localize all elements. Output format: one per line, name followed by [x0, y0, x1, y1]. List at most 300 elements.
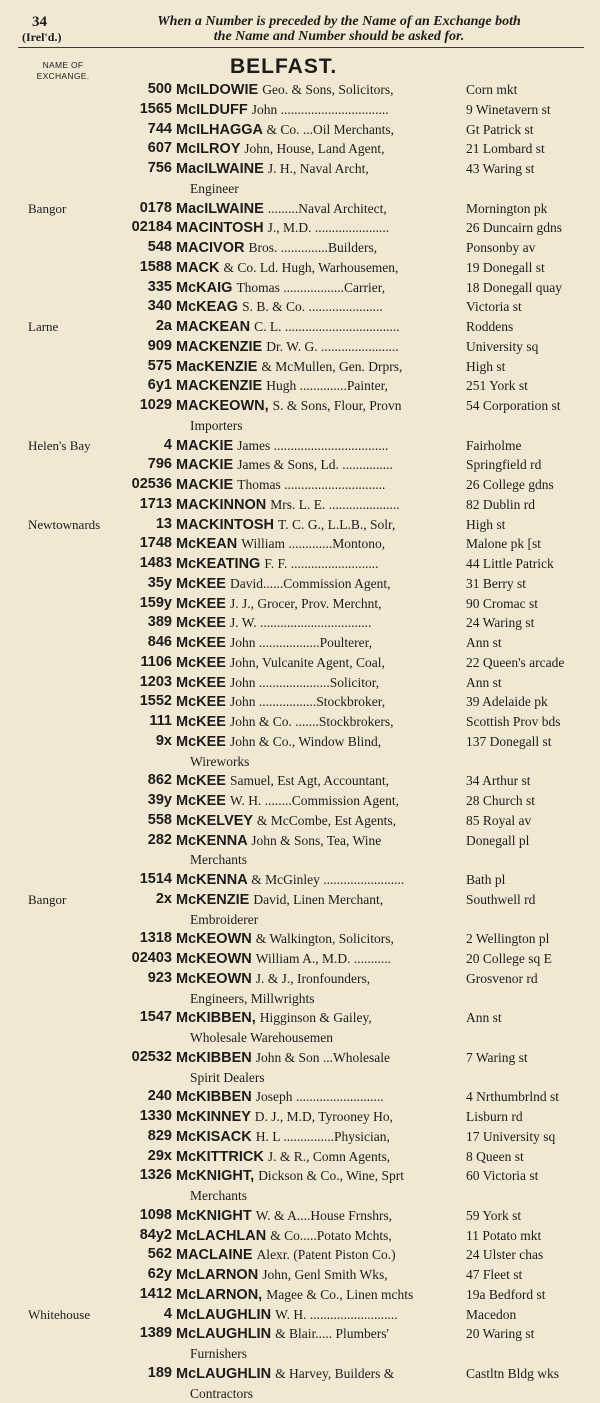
- entry-continuation-line: [0, 1186, 600, 1206]
- entry-detail: S. B. & Co. ......................: [242, 299, 383, 314]
- entry-continuation-line: [0, 1384, 600, 1403]
- entry-number: 340: [88, 297, 172, 316]
- entry-name: McLARNON,: [176, 1287, 262, 1303]
- entry-subscriber: [176, 238, 377, 258]
- directory-entry: [0, 1048, 600, 1068]
- entry-subscriber: [176, 811, 396, 831]
- entry-address: 60 Victoria st: [466, 1166, 538, 1185]
- entry-name: MACK: [176, 260, 220, 276]
- entry-name: McKEE: [176, 615, 226, 631]
- entry-name: MACKIE: [176, 438, 233, 454]
- entry-subscriber: [176, 376, 388, 396]
- entry-number: 02403: [88, 949, 172, 968]
- entry-number: 02184: [88, 218, 172, 237]
- entry-address: University sq: [466, 337, 538, 356]
- entry-detail: Magee & Co., Linen mchts: [266, 1287, 413, 1302]
- entry-detail: John ................................: [252, 102, 389, 117]
- directory-entry: [0, 495, 600, 515]
- directory-entry: [0, 633, 600, 653]
- entry-exchange: Helen's Bay: [28, 437, 91, 455]
- entry-name: McKEE: [176, 694, 226, 710]
- entry-detail: & Co.....Potato Mchts,: [270, 1228, 392, 1243]
- entry-name: McKEAN: [176, 536, 237, 552]
- entry-address: Grosvenor rd: [466, 969, 538, 988]
- entry-subscriber: [176, 594, 382, 614]
- entry-name: McLAUGHLIN: [176, 1326, 271, 1342]
- entry-detail: J. H., Naval Archt,: [268, 161, 369, 176]
- directory-entry: [0, 278, 600, 298]
- entry-number: 6y1: [88, 376, 172, 395]
- directory-entry: [0, 1226, 600, 1246]
- entry-number: 4: [88, 436, 172, 455]
- entry-address: 26 College gdns: [466, 475, 554, 494]
- entry-name: McILROY: [176, 141, 240, 157]
- notice-line-1: When a Number is preceded by the Name of an Exchange both: [86, 14, 592, 29]
- entry-number: 84y2: [88, 1226, 172, 1245]
- directory-entry: [0, 969, 600, 989]
- entry-address: Gt Patrick st: [466, 120, 534, 139]
- entry-name: McKINNEY: [176, 1109, 251, 1125]
- entry-number: 62y: [88, 1265, 172, 1284]
- directory-entry: [0, 1107, 600, 1127]
- entry-number: 548: [88, 238, 172, 257]
- page-header-left: [22, 14, 82, 44]
- directory-entry: [0, 1127, 600, 1147]
- entry-name: MACIVOR: [176, 240, 244, 256]
- entry-name: McKENNA: [176, 872, 247, 888]
- entry-address: 43 Waring st: [466, 159, 534, 178]
- entry-address: 22 Queen's arcade: [466, 653, 564, 672]
- entry-address: Ann st: [466, 633, 502, 652]
- entry-name: MACKENZIE: [176, 378, 262, 394]
- entry-detail: J. & R., Comn Agents,: [268, 1149, 390, 1164]
- directory-entry: [0, 949, 600, 969]
- entry-address: Scottish Prov bds: [466, 712, 561, 731]
- entry-address: 59 York st: [466, 1206, 521, 1225]
- entry-address: Mornington pk: [466, 199, 547, 218]
- entry-number: 1588: [88, 258, 172, 277]
- entry-name: McKEOWN: [176, 951, 252, 967]
- entry-subscriber: [176, 1285, 413, 1305]
- exchange-heading-line-1: NAME OF: [28, 60, 98, 71]
- entry-detail: John ..................Poulterer,: [230, 635, 372, 650]
- entry-address: 28 Church st: [466, 791, 535, 810]
- directory-entry: [0, 357, 600, 377]
- entry-subscriber: [176, 1166, 404, 1186]
- entry-number: 4: [88, 1305, 172, 1324]
- entry-detail: & McMullen, Gen. Drprs,: [261, 359, 402, 374]
- entry-address: 17 University sq: [466, 1127, 555, 1146]
- entry-detail: J. W. .................................: [230, 615, 371, 630]
- entry-detail: & Co. Ld. Hugh, Warhousemen,: [224, 260, 399, 275]
- entry-address: Fairholme: [466, 436, 522, 455]
- entry-number: 189: [88, 1364, 172, 1383]
- header-rule: [18, 47, 584, 48]
- entry-detail: John, Vulcanite Agent, Coal,: [230, 655, 385, 670]
- entry-subscriber: [176, 495, 400, 515]
- entry-number: 1565: [88, 100, 172, 119]
- entry-continuation-text: Wholesale Warehousemen: [190, 1028, 333, 1047]
- entry-address: Bath pl: [466, 870, 505, 889]
- entry-exchange: Bangor: [28, 891, 66, 909]
- entry-number: 2x: [88, 890, 172, 909]
- entry-address: 44 Little Patrick: [466, 554, 554, 573]
- entry-number: 909: [88, 337, 172, 356]
- directory-entry: [0, 712, 600, 732]
- entry-detail: C. L. ..................................: [254, 319, 400, 334]
- directory-entry: [0, 791, 600, 811]
- directory-entry: [0, 831, 600, 851]
- entry-subscriber: [176, 1305, 398, 1325]
- entry-detail: J. & J., Ironfounders,: [256, 971, 370, 986]
- entry-name: MACLAINE: [176, 1247, 253, 1263]
- directory-entry: [0, 396, 600, 416]
- entry-subscriber: [176, 258, 398, 278]
- entry-name: MACKENZIE: [176, 339, 262, 355]
- entry-detail: Hugh ..............Painter,: [266, 378, 388, 393]
- entry-detail: J. J., Grocer, Prov. Merchnt,: [230, 596, 382, 611]
- entry-detail: William .............Montono,: [241, 536, 385, 551]
- directory-entry: [0, 238, 600, 258]
- entry-continuation-text: Furnishers: [190, 1344, 247, 1363]
- directory-entry: [0, 574, 600, 594]
- entry-name: McKEE: [176, 596, 226, 612]
- entry-number: 240: [88, 1087, 172, 1106]
- entry-address: High st: [466, 515, 505, 534]
- entry-detail: Bros. ..............Builders,: [249, 240, 378, 255]
- entry-detail: F. F. ..........................: [264, 556, 378, 571]
- city-heading: BELFAST.: [230, 56, 337, 78]
- directory-entry: [0, 515, 600, 535]
- entry-continuation-text: Wireworks: [190, 752, 249, 771]
- exchange-notice: [86, 14, 592, 44]
- entry-detail: Samuel, Est Agt, Accountant,: [230, 773, 389, 788]
- entry-address: 251 York st: [466, 376, 528, 395]
- directory-entry: [0, 771, 600, 791]
- entry-continuation-text: Engineer: [190, 179, 239, 198]
- entry-name: McKIBBEN,: [176, 1010, 256, 1026]
- entry-number: 35y: [88, 574, 172, 593]
- entry-detail: H. L ...............Physician,: [256, 1129, 390, 1144]
- entry-detail: James ..................................: [237, 438, 388, 453]
- directory-entry: [0, 1206, 600, 1226]
- entry-address: 85 Royal av: [466, 811, 531, 830]
- entry-subscriber: [176, 337, 399, 357]
- entry-continuation-line: [0, 910, 600, 930]
- entry-continuation-line: [0, 989, 600, 1009]
- entry-continuation-text: Importers: [190, 416, 242, 435]
- entry-exchange: Larne: [28, 318, 58, 336]
- entry-name: McKNIGHT: [176, 1208, 252, 1224]
- entry-address: 90 Cromac st: [466, 594, 538, 613]
- entry-number: 923: [88, 969, 172, 988]
- entry-detail: & Blair..... Plumbers': [275, 1326, 389, 1341]
- entry-address: 26 Duncairn gdns: [466, 218, 562, 237]
- entry-subscriber: [176, 120, 394, 140]
- entry-name: McKISACK: [176, 1129, 252, 1145]
- entry-detail: & McGinley ........................: [251, 872, 404, 887]
- entry-number: 607: [88, 139, 172, 158]
- directory-entry: [0, 732, 600, 752]
- entry-subscriber: [176, 1364, 394, 1384]
- entry-name: MacKENZIE: [176, 359, 257, 375]
- entry-number: 1514: [88, 870, 172, 889]
- entry-name: McILHAGGA: [176, 122, 262, 138]
- entry-number: 9x: [88, 732, 172, 751]
- entry-name: McILDUFF: [176, 102, 248, 118]
- entry-number: 744: [88, 120, 172, 139]
- directory-entry: [0, 80, 600, 100]
- directory-entry: [0, 890, 600, 910]
- entry-name: McKEE: [176, 734, 226, 750]
- entry-address: Malone pk [st: [466, 534, 541, 553]
- entry-detail: J., M.D. ......................: [268, 220, 390, 235]
- entry-number: 1318: [88, 929, 172, 948]
- entry-continuation-line: [0, 752, 600, 772]
- page-header: [22, 14, 592, 46]
- entry-name: McKEE: [176, 793, 226, 809]
- entry-name: McKEE: [176, 675, 226, 691]
- entry-subscriber: [176, 771, 389, 791]
- entry-number: 13: [88, 515, 172, 534]
- entry-detail: & Walkington, Solicitors,: [256, 931, 394, 946]
- entry-name: McKEATING: [176, 556, 260, 572]
- directory-entry: [0, 376, 600, 396]
- entry-subscriber: [176, 653, 385, 673]
- entry-name: McKEE: [176, 576, 226, 592]
- entry-number: 1203: [88, 673, 172, 692]
- entry-address: Ponsonby av: [466, 238, 535, 257]
- entry-address: Springfield rd: [466, 455, 541, 474]
- entry-number: 862: [88, 771, 172, 790]
- entry-name: MACKIE: [176, 457, 233, 473]
- entry-name: McKAIG: [176, 280, 232, 296]
- entry-continuation-text: Spirit Dealers: [190, 1068, 265, 1087]
- entry-address: 9 Winetavern st: [466, 100, 551, 119]
- entry-number: 1483: [88, 554, 172, 573]
- entry-detail: Joseph ..........................: [256, 1089, 384, 1104]
- entry-address: 18 Donegall quay: [466, 278, 562, 297]
- entry-address: Roddens: [466, 317, 513, 336]
- entry-name: MACINTOSH: [176, 220, 264, 236]
- directory-entry: [0, 1245, 600, 1265]
- entry-name: McKENNA: [176, 833, 247, 849]
- entry-address: 24 Waring st: [466, 613, 534, 632]
- entry-subscriber: [176, 1127, 390, 1147]
- entry-detail: D. J., M.D, Tyrooney Ho,: [255, 1109, 393, 1124]
- entry-detail: John & Son ...Wholesale: [256, 1050, 390, 1065]
- page-number: 34: [22, 14, 82, 30]
- entry-number: 829: [88, 1127, 172, 1146]
- entry-subscriber: [176, 199, 387, 219]
- entry-address: 19 Donegall st: [466, 258, 545, 277]
- entry-address: Castltn Bldg wks: [466, 1364, 559, 1383]
- directory-entry: [0, 1324, 600, 1344]
- entry-number: 1029: [88, 396, 172, 415]
- entry-name: McKIBBEN: [176, 1050, 252, 1066]
- entry-detail: David, Linen Merchant,: [253, 892, 383, 907]
- entry-subscriber: [176, 712, 394, 732]
- entry-detail: Mrs. L. E. .....................: [270, 497, 399, 512]
- directory-entry: [0, 870, 600, 890]
- entry-detail: Higginson & Gailey,: [260, 1010, 372, 1025]
- directory-entry: [0, 120, 600, 140]
- entry-number: 756: [88, 159, 172, 178]
- entry-address: 34 Arthur st: [466, 771, 531, 790]
- entry-continuation-line: [0, 1344, 600, 1364]
- entry-number: 159y: [88, 594, 172, 613]
- directory-entry: [0, 218, 600, 238]
- entry-address: 137 Donegall st: [466, 732, 552, 751]
- entry-subscriber: [176, 791, 399, 811]
- entry-detail: & Co. ...Oil Merchants,: [267, 122, 395, 137]
- entry-number: 1389: [88, 1324, 172, 1343]
- entry-detail: John, Genl Smith Wks,: [262, 1267, 387, 1282]
- entry-continuation-line: [0, 179, 600, 199]
- entry-subscriber: [176, 1226, 392, 1246]
- entry-subscriber: [176, 317, 400, 337]
- entry-number: 282: [88, 831, 172, 850]
- entry-subscriber: [176, 1206, 392, 1226]
- entry-detail: William A., M.D. ...........: [256, 951, 391, 966]
- entry-name: MACKEOWN,: [176, 398, 269, 414]
- entry-detail: John, House, Land Agent,: [244, 141, 384, 156]
- directory-entry: [0, 1147, 600, 1167]
- entry-continuation-text: Merchants: [190, 850, 247, 869]
- directory-entry: [0, 692, 600, 712]
- entry-subscriber: [176, 692, 385, 712]
- directory-entry: [0, 199, 600, 219]
- entry-subscriber: [176, 278, 385, 298]
- entry-number: 1330: [88, 1107, 172, 1126]
- entry-subscriber: [176, 969, 370, 989]
- entry-address: Ann st: [466, 1008, 502, 1027]
- directory-entry: [0, 100, 600, 120]
- notice-line-2: the Name and Number should be asked for.: [86, 29, 592, 44]
- entry-number: 575: [88, 357, 172, 376]
- entry-name: McKIBBEN: [176, 1089, 252, 1105]
- directory-entry: [0, 1265, 600, 1285]
- entry-name: McKITTRICK: [176, 1149, 264, 1165]
- region-label: (Irel'd.): [22, 30, 82, 44]
- entry-subscriber: [176, 574, 391, 594]
- directory-entry: [0, 317, 600, 337]
- entry-subscriber: [176, 475, 385, 495]
- entry-address: Southwell rd: [466, 890, 535, 909]
- entry-subscriber: [176, 1008, 372, 1028]
- entry-detail: Thomas ..............................: [237, 477, 385, 492]
- entry-number: 1748: [88, 534, 172, 553]
- directory-entry: [0, 929, 600, 949]
- entry-name: McKEE: [176, 635, 226, 651]
- directory-entry: [0, 159, 600, 179]
- entry-detail: T. C. G., L.L.B., Solr,: [278, 517, 395, 532]
- entry-detail: David......Commission Agent,: [230, 576, 391, 591]
- entry-subscriber: [176, 831, 381, 851]
- entry-name: McLACHLAN: [176, 1228, 266, 1244]
- entry-subscriber: [176, 949, 391, 969]
- entry-continuation-text: Embroiderer: [190, 910, 258, 929]
- entry-continuation-line: [0, 416, 600, 436]
- directory-entry: [0, 1364, 600, 1384]
- entry-number: 846: [88, 633, 172, 652]
- entry-address: 20 College sq E: [466, 949, 552, 968]
- entry-subscriber: [176, 100, 389, 120]
- directory-entry: [0, 297, 600, 317]
- entry-name: MACKEAN: [176, 319, 250, 335]
- entry-address: High st: [466, 357, 505, 376]
- entry-number: 29x: [88, 1147, 172, 1166]
- directory-entry: [0, 436, 600, 456]
- entry-name: MACKINNON: [176, 497, 266, 513]
- entry-number: 558: [88, 811, 172, 830]
- entry-address: 19a Bedford st: [466, 1285, 545, 1304]
- entry-detail: Geo. & Sons, Solicitors,: [262, 82, 393, 97]
- entry-name: McKNIGHT,: [176, 1168, 254, 1184]
- directory-entry: [0, 1087, 600, 1107]
- entry-number: 562: [88, 1245, 172, 1264]
- entry-number: 1547: [88, 1008, 172, 1027]
- entry-name: McILDOWIE: [176, 82, 258, 98]
- entry-address: 82 Dublin rd: [466, 495, 535, 514]
- entry-address: 54 Corporation st: [466, 396, 561, 415]
- entry-address: Donegall pl: [466, 831, 529, 850]
- entry-number: 1098: [88, 1206, 172, 1225]
- entry-detail: John & Co. .......Stockbrokers,: [230, 714, 394, 729]
- entry-address: 31 Berry st: [466, 574, 526, 593]
- entry-detail: Dickson & Co., Wine, Sprt: [258, 1168, 404, 1183]
- directory-entry: [0, 139, 600, 159]
- directory-entries: [0, 80, 600, 1403]
- entry-address: 24 Ulster chas: [466, 1245, 543, 1264]
- entry-subscriber: [176, 357, 402, 377]
- entry-continuation-text: Engineers, Millwrights: [190, 989, 315, 1008]
- entry-address: 20 Waring st: [466, 1324, 534, 1343]
- directory-entry: [0, 1305, 600, 1325]
- entry-continuation-text: Contractors: [190, 1384, 253, 1403]
- entry-subscriber: [176, 554, 378, 574]
- entry-number: 02536: [88, 475, 172, 494]
- entry-continuation-line: [0, 1028, 600, 1048]
- entry-detail: Alexr. (Patent Piston Co.): [257, 1247, 396, 1262]
- directory-entry: [0, 594, 600, 614]
- entry-address: 11 Potato mkt: [466, 1226, 541, 1245]
- entry-number: 0178: [88, 199, 172, 218]
- entry-subscriber: [176, 455, 393, 475]
- entry-name: McKEAG: [176, 299, 238, 315]
- entry-subscriber: [176, 1087, 384, 1107]
- entry-number: 2a: [88, 317, 172, 336]
- entry-number: 500: [88, 80, 172, 99]
- entry-name: McKELVEY: [176, 813, 253, 829]
- entry-subscriber: [176, 870, 404, 890]
- entry-detail: & Harvey, Builders &: [275, 1366, 394, 1381]
- entry-detail: John .................Stockbroker,: [230, 694, 385, 709]
- entry-number: 1106: [88, 653, 172, 672]
- directory-entry: [0, 337, 600, 357]
- entry-number: 389: [88, 613, 172, 632]
- directory-entry: [0, 534, 600, 554]
- directory-entry: [0, 554, 600, 574]
- entry-number: 796: [88, 455, 172, 474]
- entry-number: 1552: [88, 692, 172, 711]
- entry-address: 4 Nrthumbrlnd st: [466, 1087, 559, 1106]
- entry-subscriber: [176, 633, 372, 653]
- directory-entry: [0, 258, 600, 278]
- entry-detail: S. & Sons, Flour, Provn: [273, 398, 402, 413]
- entry-name: McKEOWN: [176, 931, 252, 947]
- entry-exchange: Bangor: [28, 200, 66, 218]
